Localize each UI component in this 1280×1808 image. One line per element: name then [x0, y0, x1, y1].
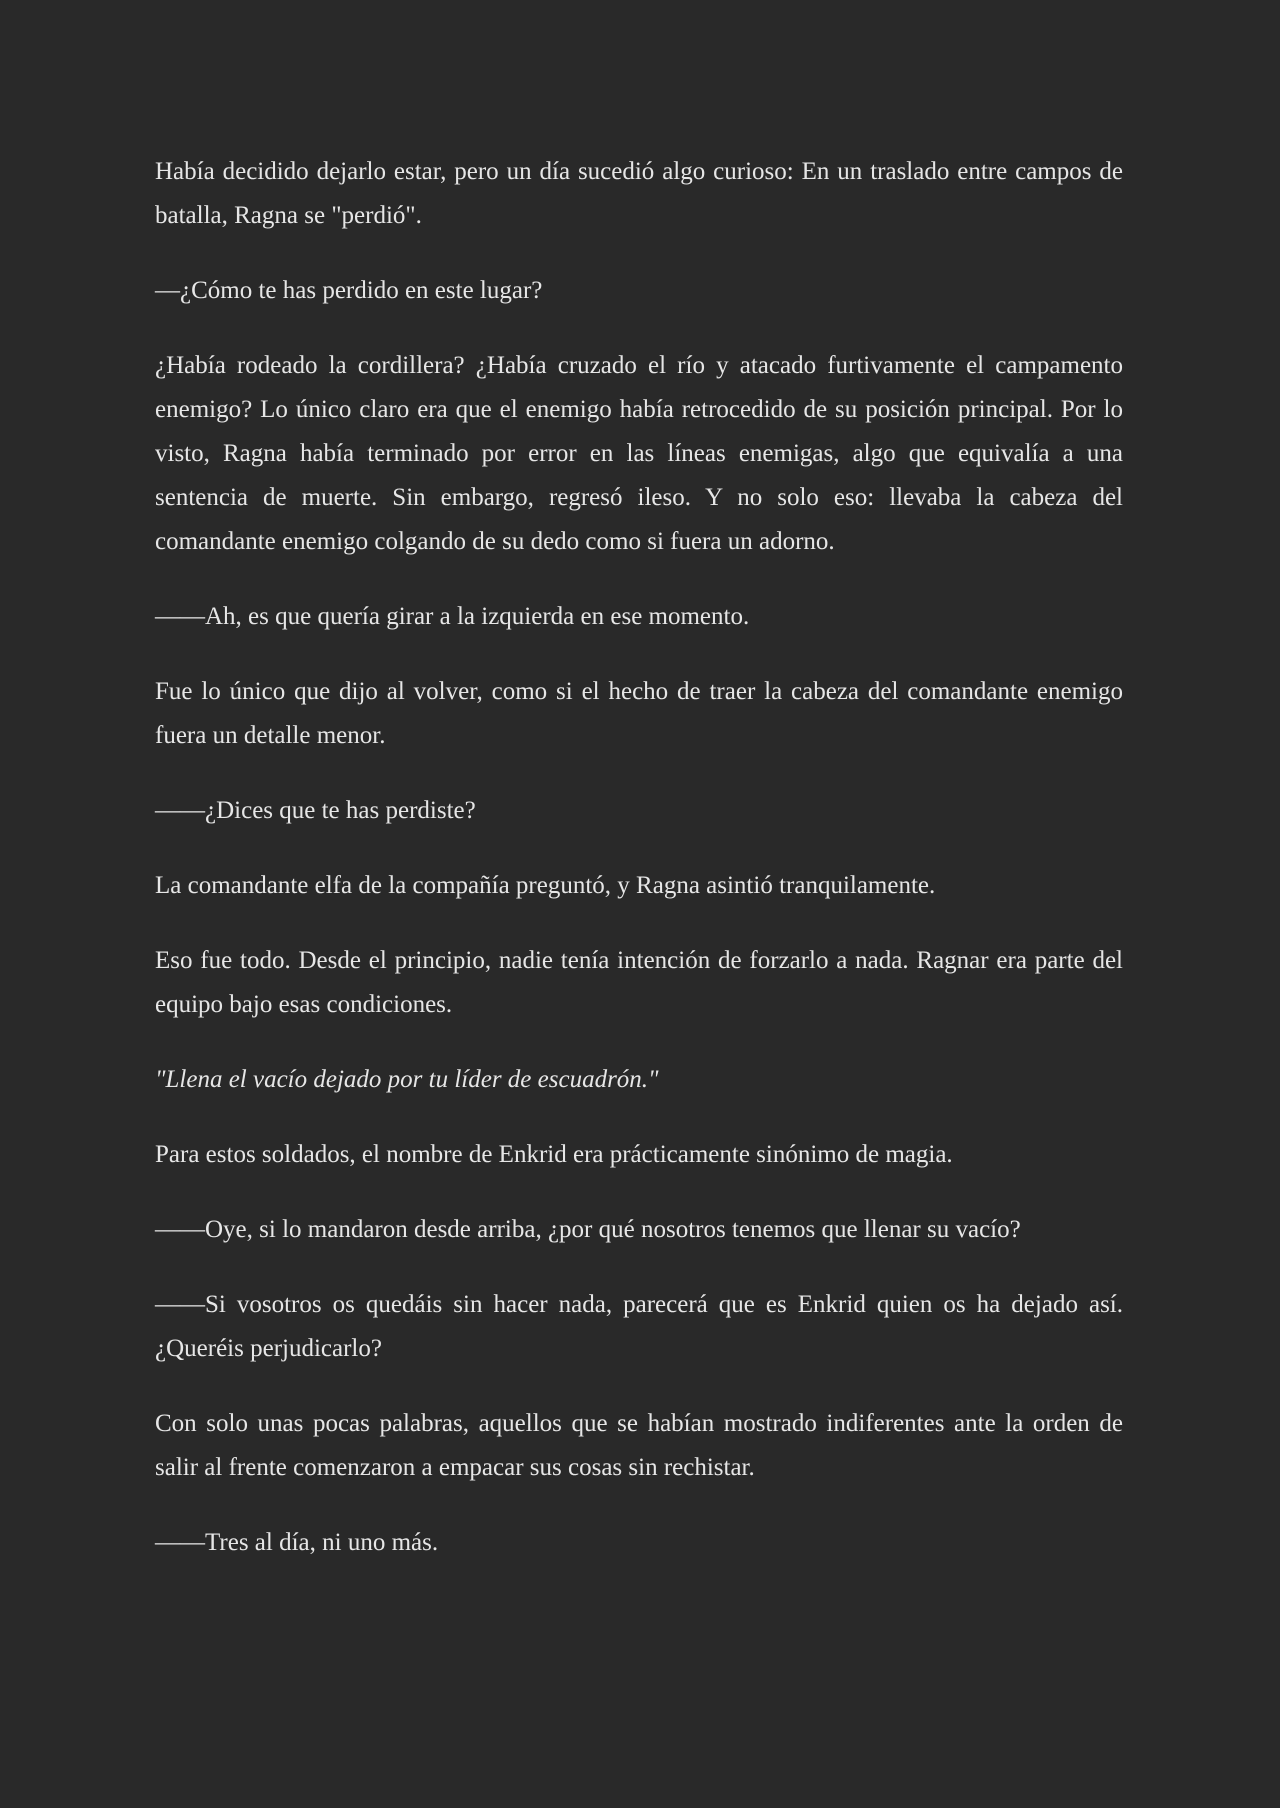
- reader-content: [155, 150, 1123, 1596]
- paragraph-dialogue: ——Ah, es que quería girar a la izquierda en ese momento.: [155, 603, 750, 630]
- paragraph-dialogue: ——Oye, si lo mandaron desde arriba, ¿por qué nosotros tenemos que llenar su vacío?: [155, 1216, 1021, 1243]
- paragraph-narration: Para estos soldados, el nombre de Enkrid era prácticamente sinónimo de magia.: [155, 1141, 953, 1168]
- paragraph-narration: La comandante elfa de la compañía preguntó, y Ragna asintió tranquilamente.: [155, 872, 936, 899]
- paragraph-narration: Con solo unas pocas palabras, aquellos que se habían mostrado indiferentes ante la orden de salir al frente comenzaron a empacar sus cosas sin rechistar.: [155, 1410, 1123, 1481]
- paragraph-narration: Había decidido dejarlo estar, pero un día sucedió algo curioso: En un traslado entre campos de batalla, Ragna se "perdió".: [155, 158, 1123, 229]
- paragraph-italic-quote: "Llena el vacío dejado por tu líder de escuadrón.": [155, 1066, 659, 1093]
- paragraph-dialogue: ——Tres al día, ni uno más.: [155, 1529, 439, 1556]
- paragraph-narration: ¿Había rodeado la cordillera? ¿Había cruzado el río y atacado furtivamente el campamento enemigo? Lo único claro era que el enemigo había retrocedido de su posición principal. Por lo visto, Ragna había terminado por error en las líneas enemigas, algo que equivalía a una sentencia de muerte. Sin embargo, regresó ileso. Y no solo eso: llevaba la cabeza del comandante enemigo colgando de su dedo como si fuera un adorno.: [155, 352, 1123, 555]
- paragraph-narration: Eso fue todo. Desde el principio, nadie tenía intención de forzarlo a nada. Ragnar era parte del equipo bajo esas condiciones.: [155, 947, 1123, 1018]
- paragraph-dialogue: —¿Cómo te has perdido en este lugar?: [155, 277, 543, 304]
- paragraph-narration: Fue lo único que dijo al volver, como si el hecho de traer la cabeza del comandante enemigo fuera un detalle menor.: [155, 678, 1123, 749]
- paragraph-dialogue-long: ——Si vosotros os quedáis sin hacer nada, parecerá que es Enkrid quien os ha dejado así. ¿Queréis perjudicarlo?: [155, 1291, 1123, 1362]
- paragraph-dialogue: ——¿Dices que te has perdiste?: [155, 797, 476, 824]
